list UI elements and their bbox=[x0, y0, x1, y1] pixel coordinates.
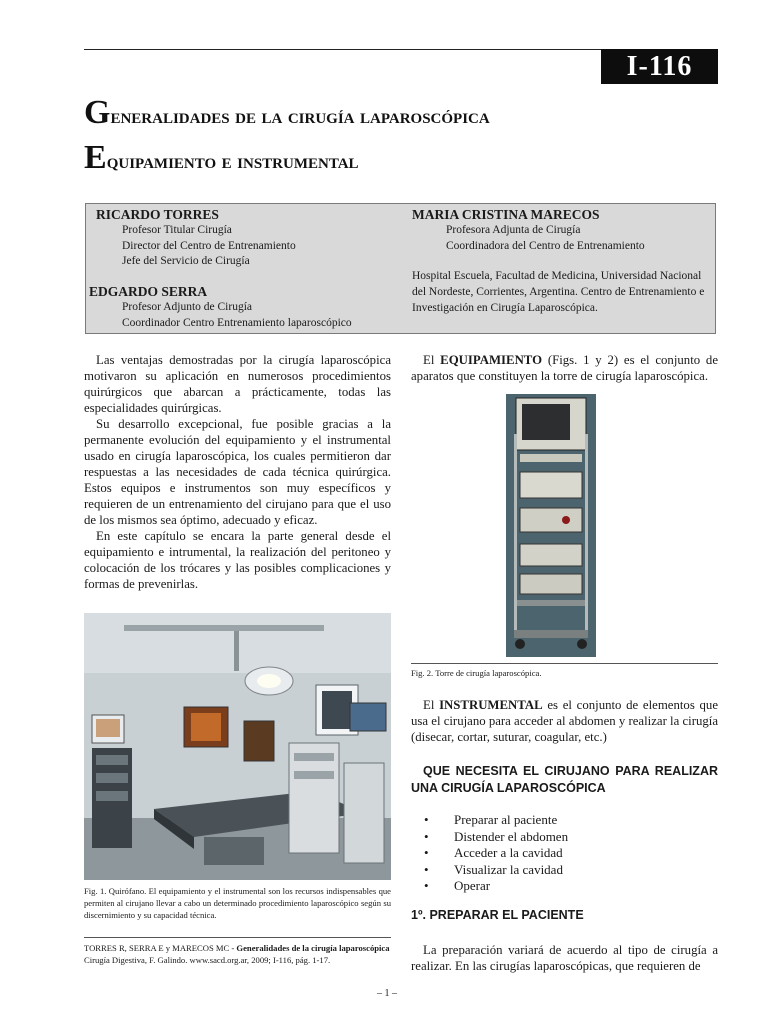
author-role: Coordinadora del Centro de Entrenamiento bbox=[446, 239, 645, 252]
author-role: Profesor Titular Cirugía bbox=[122, 224, 232, 236]
author-roles bbox=[122, 223, 296, 270]
page-number: – 1 – bbox=[377, 988, 397, 999]
requirements-list bbox=[411, 812, 568, 895]
section-heading: QUE NECESITA EL CIRUJANO PARA REALIZAR UNA CIRUGÍA LAPAROSCÓPICA bbox=[411, 764, 718, 795]
reference-title: Generalidades de la cirugía laparoscópica bbox=[236, 943, 390, 953]
author-role: Jefe del Servicio de Cirugía bbox=[122, 255, 250, 267]
figure-2-caption: Fig. 2. Torre de cirugía laparoscópica. bbox=[411, 668, 542, 678]
author-role: Profesor Adjunto de Cirugía bbox=[122, 301, 252, 313]
instrumental-paragraph bbox=[411, 697, 718, 745]
author-role: Profesora Adjunta de Cirugía bbox=[446, 224, 581, 236]
preparation-paragraph: La preparación variará de acuerdo al tipo de cirugía a realizar. En las cirugías laparoscópicas, que requieren de bbox=[411, 943, 718, 973]
equipment-text-post: (Figs. 1 y 2) es el conjunto de aparatos que constituyen la torre de cirugía laparoscópica. bbox=[411, 353, 718, 383]
operating-room-illustration bbox=[84, 613, 391, 880]
equipment-paragraph bbox=[411, 352, 718, 384]
author-role: Coordinador Centro Entrenamiento laparoscópico bbox=[122, 316, 352, 329]
page-title bbox=[84, 92, 724, 182]
author-roles bbox=[122, 300, 352, 331]
intro-paragraph: En este capítulo se encara la parte general desde el equipamiento e intrumental, la realización del peritoneo y colocación de los trócares y las posibles complicaciones y formas de prevenirlas. bbox=[84, 529, 391, 591]
operating-room-photo bbox=[84, 613, 391, 880]
reference-rule bbox=[84, 937, 391, 938]
authors-box bbox=[85, 203, 716, 334]
preparation-section bbox=[411, 942, 718, 974]
instrumental-section bbox=[411, 697, 718, 745]
right-column bbox=[411, 352, 718, 384]
author-name: RICARDO TORRES bbox=[96, 207, 219, 222]
figure-1-caption: Fig. 1. Quirófano. El equipamiento y el instrumental son los recursos indispensables que permiten al cirujano llevar a cabo un determinado procedimiento laparoscópico según su discernimiento y su capacidad técnica. bbox=[84, 886, 391, 920]
instrumental-text-post: es el conjunto de elementos que usa el cirujano para acceder al abdomen y realizar la cirugía (disecar, cortar, suturar, coagular, etc.) bbox=[411, 698, 718, 744]
laparoscopic-tower-illustration bbox=[506, 394, 596, 657]
list-item: • Operar bbox=[411, 878, 568, 895]
reference-authors: TORRES R, SERRA E y MARECOS MC - bbox=[84, 943, 237, 953]
equipment-term: EQUIPAMIENTO bbox=[440, 353, 543, 367]
intro-paragraph: Las ventajas demostradas por la cirugía laparoscópica motivaron su aplicación en numerosos procedimientos quirúrgicos que abarcan a prácticamente, todas las especialidades quirúrgicas. bbox=[84, 353, 391, 415]
intro-paragraph: Su desarrollo excepcional, fue posible gracias a la permanente evolución del equipamiento y el instrumental usado en cirugía laparoscópica, los cuales permitieron dar respuestas a las necesidades de cada técnica quirúrgica. Estos equipos e instrumentos son muy específicos y requieren de un entrenamiento del cirujano para que el uso de los mismos sea óptimo, adecuado y eficaz. bbox=[84, 417, 391, 527]
author-role: Director del Centro de Entrenamiento bbox=[122, 239, 296, 252]
list-item: • Preparar al paciente bbox=[411, 812, 568, 829]
citation-reference bbox=[84, 942, 394, 966]
title-line-2: Equipamiento e instrumental bbox=[84, 139, 359, 176]
author-name: MARIA CRISTINA MARECOS bbox=[412, 207, 600, 222]
chapter-code-badge: I-116 bbox=[601, 49, 718, 84]
equipment-text-pre: El bbox=[423, 353, 441, 367]
laparoscopic-tower-photo bbox=[506, 394, 596, 657]
title-line-1: Generalidades de la cirugía laparoscópica bbox=[84, 94, 490, 131]
list-item: • Visualizar la cavidad bbox=[411, 862, 568, 879]
subsection-heading: 1º. PREPARAR EL PACIENTE bbox=[411, 908, 584, 922]
list-item: • Acceder a la cavidad bbox=[411, 845, 568, 862]
author-roles bbox=[446, 223, 645, 254]
figure-2-rule bbox=[411, 663, 718, 664]
reference-source: Cirugía Digestiva, F. Galindo. www.sacd.org.ar, 2009; I-116, pág. 1-17. bbox=[84, 955, 331, 965]
instrumental-term: INSTRUMENTAL bbox=[439, 698, 543, 712]
instrumental-text-pre: El bbox=[423, 698, 440, 712]
left-column bbox=[84, 352, 391, 592]
author-name: EDGARDO SERRA bbox=[89, 284, 208, 299]
author-institution: Hospital Escuela, Facultad de Medicina, Universidad Nacional del Nordeste, Corrientes, Argentina. Centro de Entrenamiento e Investigación en Cirugía Laparoscópica. bbox=[412, 270, 705, 314]
list-item: • Distender el abdomen bbox=[411, 829, 568, 846]
